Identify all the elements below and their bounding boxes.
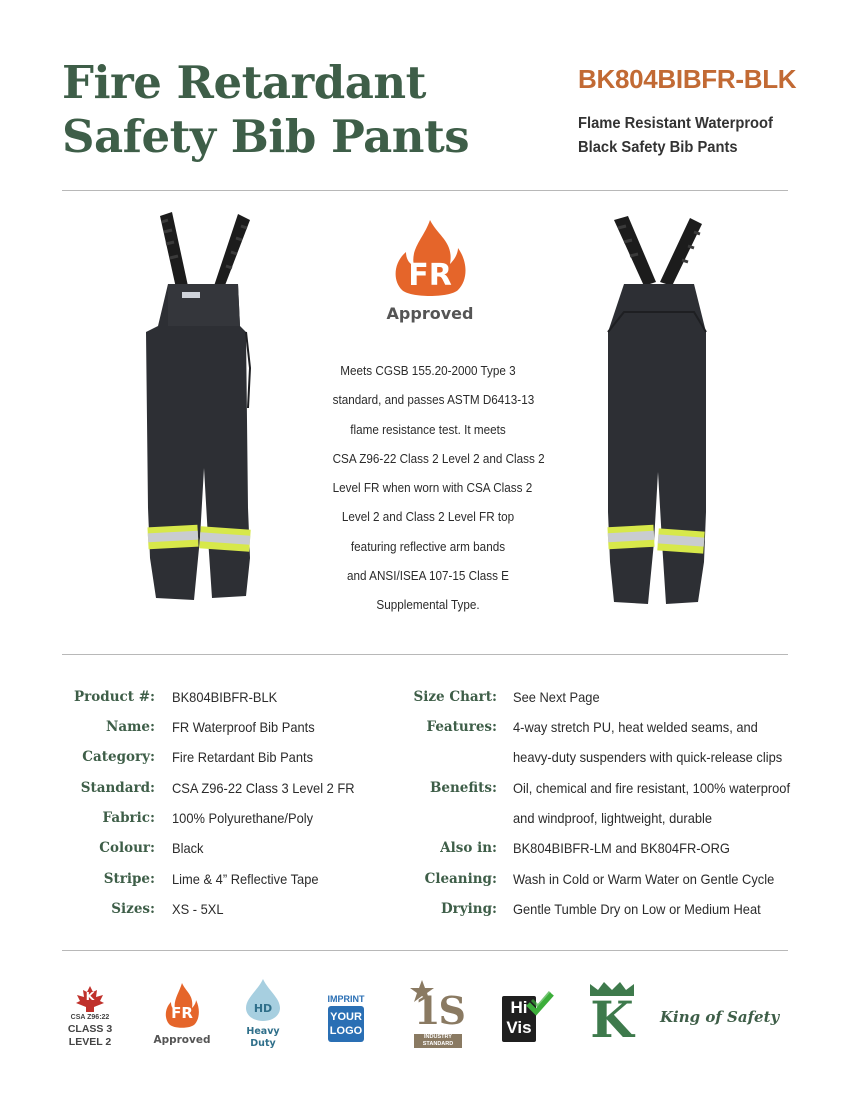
title-line-1: Fire Retardant: [62, 56, 426, 109]
subtitle-line-1: Flame Resistant Waterproof: [578, 115, 773, 132]
spec-value: XS - 5XL: [172, 901, 224, 917]
spec-value: Fire Retardant Bib Pants: [172, 749, 314, 765]
spec-label: Benefits:: [429, 780, 497, 796]
spec-label: Features:: [426, 719, 497, 735]
description-line: flame resistance test. It meets: [350, 421, 506, 437]
description-line: featuring reflective arm bands: [350, 538, 506, 554]
spec-value: CSA Z96-22 Class 3 Level 2 FR: [172, 780, 355, 796]
spec-value: BK804BIBFR-BLK: [172, 689, 278, 705]
spec-label: Cleaning:: [424, 871, 497, 887]
fr-approved-label: Approved: [386, 304, 474, 323]
footer-divider: [62, 950, 788, 951]
imprint-logo-text: LOGO: [329, 1025, 363, 1037]
fr-approved-badge: [384, 218, 476, 328]
hd-duty-text: Duty: [250, 1038, 276, 1049]
header-divider: [62, 190, 788, 191]
spec-label: Colour:: [99, 840, 155, 856]
description-line: Level 2 and Class 2 Level FR top: [341, 509, 515, 525]
spec-value: See Next Page: [513, 689, 600, 705]
spec-label: Fabric:: [102, 810, 155, 826]
industry-standard-logo: [410, 980, 462, 1050]
spec-value: Lime & 4” Reflective Tape: [172, 871, 319, 887]
spec-value: Black: [172, 840, 204, 856]
hi-text: Hi: [510, 998, 528, 1017]
hd-heavy-text: Heavy: [246, 1026, 280, 1037]
spec-label: Standard:: [80, 780, 155, 796]
hi-vis-logo: [502, 990, 552, 1044]
bib-pants-front-image: [128, 208, 280, 608]
industry-1s-mark: 1S: [414, 988, 464, 1033]
spec-label: Size Chart:: [413, 689, 497, 705]
water-drop-icon: [244, 978, 282, 1022]
title-line-2: Safety Bib Pants: [62, 110, 470, 163]
brand-k-mark: K: [590, 990, 634, 1049]
spec-label: Name:: [106, 719, 155, 735]
spec-value: Oil, chemical and fire resistant, 100% waterproof: [513, 780, 791, 796]
heavy-duty-logo: [240, 978, 286, 1050]
description-line: Level FR when worn with CSA Class 2: [332, 480, 533, 496]
page-title: [62, 56, 532, 164]
spec-label: Also in:: [440, 840, 497, 856]
csa-standard-text: CSA Z96:22: [70, 1014, 110, 1021]
csa-class-text: CLASS 3: [67, 1023, 113, 1035]
industry-text: INDUSTRY: [424, 1034, 452, 1040]
hd-letters: HD: [253, 1002, 273, 1015]
product-description: [322, 356, 545, 620]
description-line: Meets CGSB 155.20-2000 Type 3: [340, 363, 516, 378]
fr-approved-label: Approved: [153, 1034, 211, 1046]
imprint-your-logo-logo: [322, 994, 370, 1050]
spec-value: FR Waterproof Bib Pants: [172, 719, 315, 735]
king-of-safety-k-logo: [588, 982, 636, 1048]
specs-divider-top: [62, 654, 788, 655]
spec-value: 4-way stretch PU, heat welded seams, and: [513, 719, 758, 735]
standard-text: STANDARD: [422, 1041, 454, 1047]
product-sku: BK804BIBFR-BLK: [578, 64, 797, 94]
description-line: CSA Z96-22 Class 2 Level 2 and Class 2: [332, 450, 545, 466]
description-line: and ANSI/ISEA 107-15 Class E: [347, 568, 509, 584]
subtitle-line-2: Black Safety Bib Pants: [578, 139, 738, 156]
spec-value: Gentle Tumble Dry on Low or Medium Heat: [513, 901, 761, 917]
description-line: standard, and passes ASTM D6413-13: [332, 392, 535, 408]
csa-class3-level2-logo: [62, 986, 118, 1052]
imprint-text: IMPRINT: [327, 994, 365, 1004]
spec-value: heavy-duty suspenders with quick-release clips: [513, 749, 783, 765]
csa-level-text: LEVEL 2: [68, 1036, 112, 1048]
king-of-safety-wordmark: King of Safety: [660, 1008, 780, 1026]
check-icon: [526, 990, 554, 1018]
spec-label: Category:: [82, 749, 155, 765]
fr-approved-logo: [152, 982, 212, 1048]
spec-label: Product #:: [74, 689, 155, 705]
spec-label: Drying:: [440, 901, 497, 917]
fr-letters: FR: [171, 1004, 193, 1022]
spec-value: and windproof, lightweight, durable: [513, 810, 713, 826]
product-subtitle: [578, 112, 790, 160]
description-line: Supplemental Type.: [376, 597, 480, 613]
spec-label: Stripe:: [103, 871, 155, 887]
vis-text: Vis: [506, 1018, 532, 1037]
spec-value: BK804BIBFR-LM and BK804FR-ORG: [513, 840, 730, 856]
csa-mark: K: [85, 990, 95, 1003]
spec-value: Wash in Cold or Warm Water on Gentle Cycle: [513, 871, 775, 887]
spec-value: 100% Polyurethane/Poly: [172, 810, 314, 826]
bib-pants-back-image: [594, 212, 724, 612]
imprint-your-text: YOUR: [330, 1011, 362, 1023]
spec-label: Sizes:: [111, 901, 155, 917]
fr-letters: FR: [408, 258, 452, 293]
